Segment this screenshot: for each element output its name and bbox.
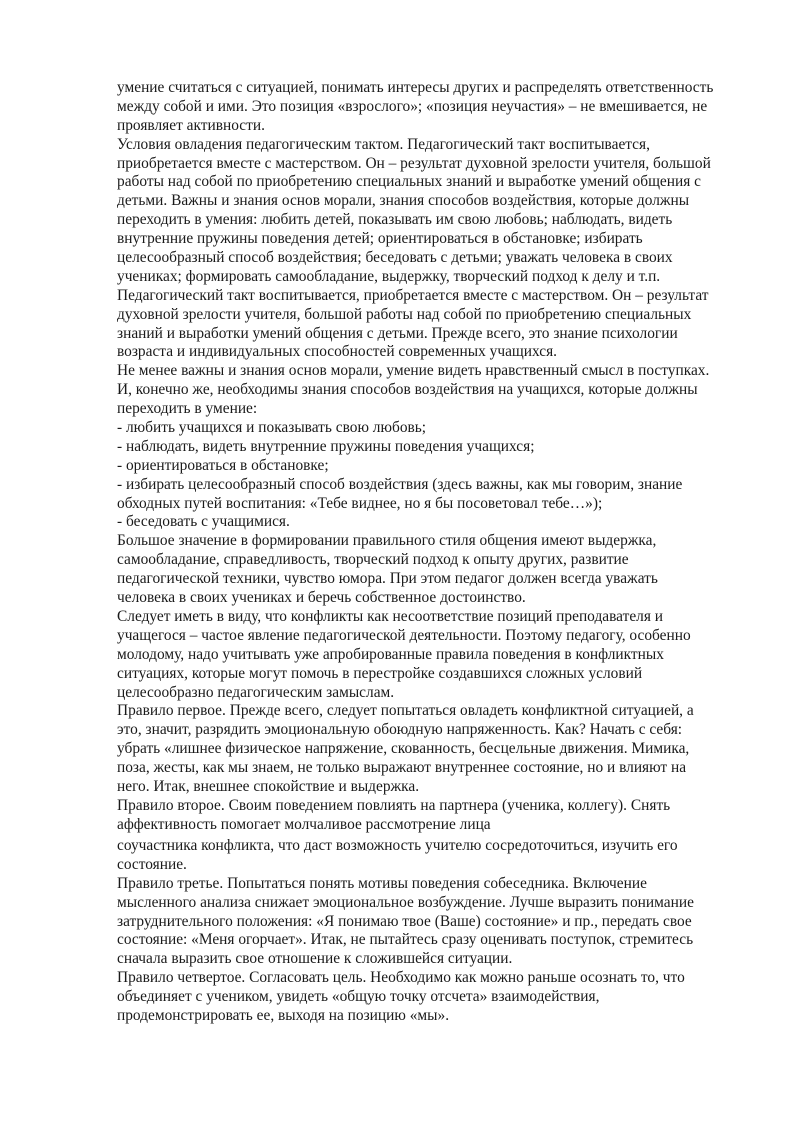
text-line: - ориентироваться в обстановке;	[117, 456, 329, 474]
text-line: самообладание, справедливость, творческий подход к опыту других, развитие	[117, 551, 629, 569]
text-line: приобретается вместе с мастерством. Он – результат духовной зрелости учителя, большой	[117, 154, 711, 172]
text-line: целесообразный способ воздействия; беседовать с детьми; уважать человека в своих	[117, 249, 673, 267]
text-line: ситуациях, которые могут помочь в перестройке создавшихся сложных условий	[117, 664, 643, 682]
text-line: - любить учащихся и показывать свою любовь;	[117, 419, 427, 437]
text-block-continuation	[117, 837, 747, 1026]
text-line: человека в своих учениках и беречь собственное достоинство.	[117, 589, 526, 607]
text-line: Правило второе. Своим поведением повлиять на партнера (ученика, коллегу). Снять	[117, 796, 671, 814]
text-line: возраста и индивидуальных способностей современных учащихся.	[117, 343, 558, 361]
text-line: Педагогический такт воспитывается, приобретается вместе с мастерством. Он – результат	[117, 286, 709, 304]
text-line: продемонстрировать ее, выходя на позицию «мы».	[117, 1007, 450, 1025]
text-line: проявляет активности.	[117, 116, 265, 134]
text-line: Следует иметь в виду, что конфликты как несоответствие позиций преподавателя и	[117, 607, 663, 625]
text-line: - беседовать с учащимися.	[117, 513, 290, 531]
text-line: сначала выразить свое отношение к сложившейся ситуации.	[117, 950, 513, 968]
text-line: молодому, надо учитывать уже апробированные правила поведения в конфликтных	[117, 645, 664, 663]
text-line: затруднительного положения: «Я понимаю твое (Ваше) состояние» и пр., передать свое	[117, 912, 692, 930]
text-block-main	[117, 79, 747, 835]
text-line: убрать «лишнее физическое напряжение, скованность, бесцельные движения. Мимика,	[117, 740, 690, 758]
text-line: детьми. Важны и знания основ морали, знания способов воздействия, которые должны	[117, 192, 690, 210]
text-line: это, значит, разрядить эмоциональную обоюдную напряженность. Как? Начать с себя:	[117, 721, 683, 739]
text-line: состояние.	[117, 855, 187, 873]
text-line: духовной зрелости учителя, большой работы над собой по приобретению специальных	[117, 305, 692, 323]
text-line: аффективность помогает молчаливое рассмотрение лица	[117, 815, 491, 833]
text-line: Большое значение в формировании правильного стиля общения имеют выдержка,	[117, 532, 657, 550]
text-line: И, конечно же, необходимы знания способов воздействия на учащихся, которые должны	[117, 381, 698, 399]
text-line: работы над собой по приобретению специальных знаний и выработке умений общения с	[117, 173, 701, 191]
text-line: - наблюдать, видеть внутренние пружины поведения учащихся;	[117, 437, 535, 455]
text-line: Правило первое. Прежде всего, следует попытаться овладеть конфликтной ситуацией, а	[117, 702, 694, 720]
text-line: Правило четвертое. Согласовать цель. Необходимо как можно раньше осознать то, что	[117, 969, 685, 987]
text-line: Правило третье. Попытаться понять мотивы поведения собеседника. Включение	[117, 874, 647, 892]
text-line: него. Итак, внешнее спокойствие и выдержка.	[117, 777, 420, 795]
text-line: соучастника конфликта, что даст возможность учителю сосредоточиться, изучить его	[117, 837, 678, 854]
text-line: целесообразно педагогическим замыслам.	[117, 683, 395, 701]
text-line: педагогической техники, чувство юмора. При этом педагог должен всегда уважать	[117, 570, 658, 588]
text-line: объединяет с учеником, увидеть «общую точку отсчета» взаимодействия,	[117, 988, 600, 1006]
text-line: - избирать целесообразный способ воздействия (здесь важны, как мы говорим, знание	[117, 475, 683, 493]
text-line: поза, жесты, как мы знаем, не только выражают внутреннее состояние, но и влияют на	[117, 759, 687, 777]
text-line: учениках; формировать самообладание, выдержку, творческий подход к делу и т.п.	[117, 267, 661, 285]
text-line: обходных путей воспитания: «Тебе виднее, но я бы посоветовал тебе…»);	[117, 494, 603, 512]
text-line: внутренние пружины поведения детей; ориентироваться в обстановке; избирать	[117, 230, 643, 248]
text-line: переходить в умение:	[117, 400, 258, 418]
text-line: состояние: «Меня огорчает». Итак, не пытайтесь сразу оценивать поступок, стремитесь	[117, 931, 694, 949]
text-line: мысленного анализа снижает эмоциональное возбуждение. Лучше выразить понимание	[117, 893, 694, 911]
text-line: переходить в умения: любить детей, показывать им свою любовь; наблюдать, видеть	[117, 211, 673, 229]
text-line: знаний и выработки умений общения с детьми. Прежде всего, это знание психологии	[117, 324, 678, 342]
text-line: Условия овладения педагогическим тактом. Педагогический такт воспитывается,	[117, 135, 650, 153]
text-line: Не менее важны и знания основ морали, умение видеть нравственный смысл в поступках.	[117, 362, 710, 380]
text-line: учащегося – частое явление педагогической деятельности. Поэтому педагогу, особенно	[117, 626, 691, 644]
text-line: умение считаться с ситуацией, понимать интересы других и распределять ответственность	[117, 79, 714, 96]
text-line: между собой и ими. Это позиция «взрослого»; «позиция неучастия» – не вмешивается, не	[117, 97, 708, 115]
